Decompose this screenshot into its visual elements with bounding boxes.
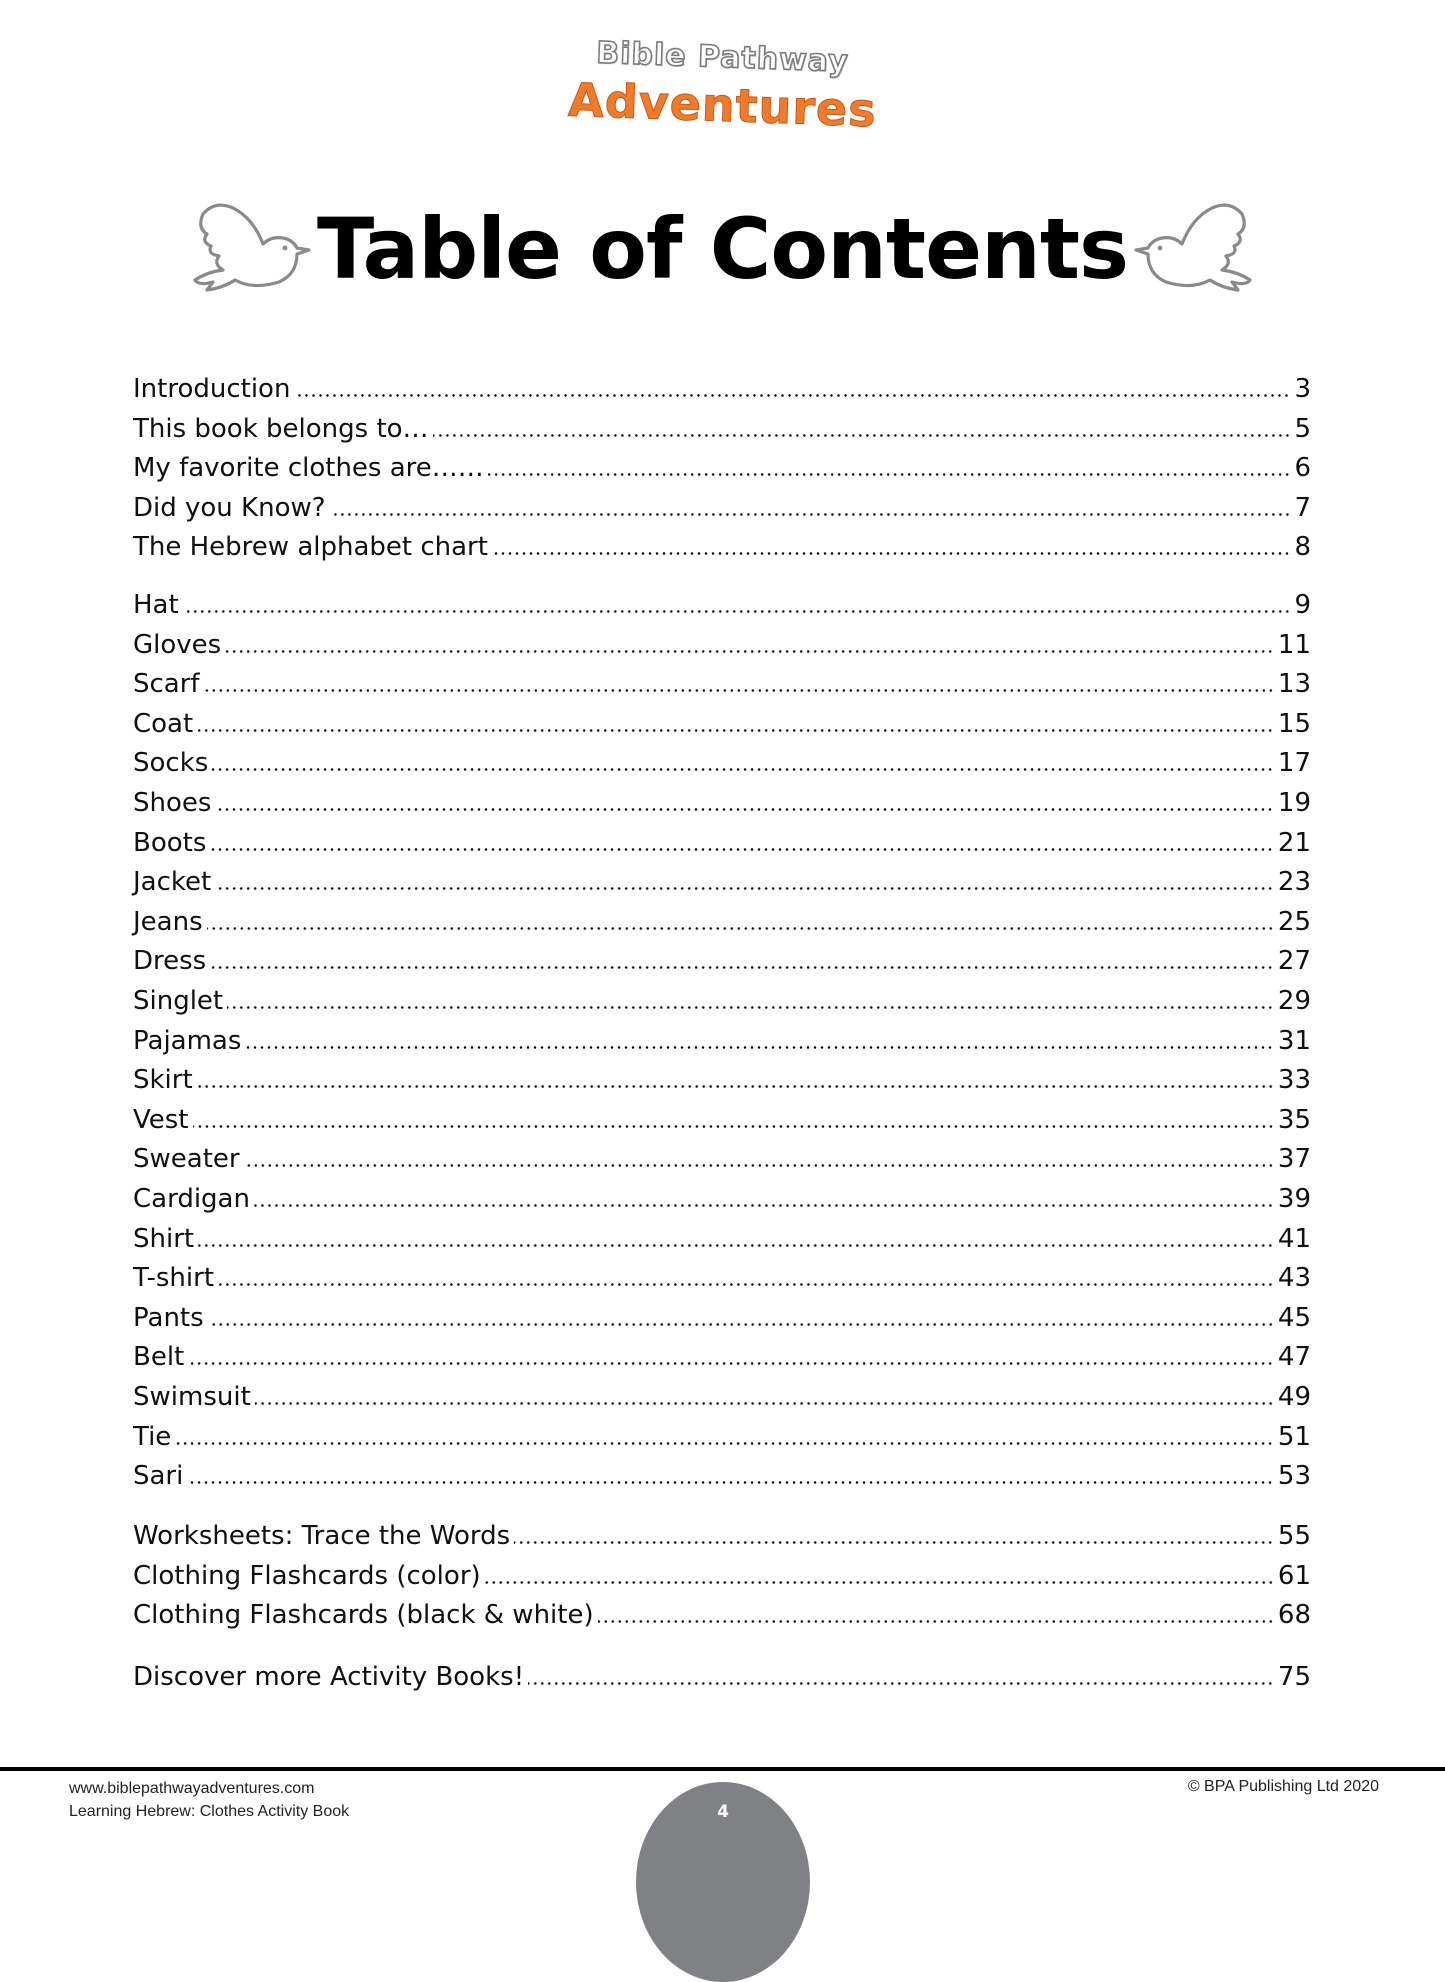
toc-entry-label: Shoes [133,788,212,818]
toc-entry-label: T-shirt [133,1263,215,1294]
dot-leader [215,887,1274,890]
toc-entry-label: Pajamas [133,1025,242,1056]
dot-leader [514,1541,1274,1544]
toc-entry-label: Belt [133,1342,185,1373]
toc-entry[interactable] [133,858,1311,898]
toc-entry-page: 68 [1277,1600,1311,1631]
toc-entry-page: 75 [1277,1662,1311,1692]
toc-entry-page: 9 [1294,590,1311,620]
dot-leader [188,1362,1274,1365]
dot-leader [218,1283,1274,1286]
dot-leader [598,1620,1274,1623]
logo-text-adventures: Adventures [567,72,878,138]
toc-entry[interactable] [133,444,1311,484]
toc-entry[interactable] [133,1413,1311,1453]
toc-entry-label: Jacket [133,867,212,898]
toc-entry-page: 5 [1294,413,1311,444]
toc-entry[interactable] [133,1017,1311,1057]
toc-entry[interactable] [133,1175,1311,1215]
toc-entry[interactable] [133,1254,1311,1294]
toc-entry[interactable] [133,621,1311,661]
toc-entry-label: Swimsuit [133,1382,251,1412]
toc-entry-label: Clothing Flashcards (color) [133,1560,481,1591]
toc-entry-page: 41 [1277,1223,1311,1254]
toc-entry-page: 27 [1277,946,1311,977]
dot-leader [528,1682,1274,1685]
toc-entry[interactable] [133,779,1311,819]
dot-leader [244,1164,1274,1167]
toc-entry[interactable] [133,1333,1311,1373]
dot-leader [254,1204,1274,1207]
dot-leader [210,848,1274,851]
toc-entry[interactable] [133,1512,1311,1552]
toc-entry[interactable] [133,1215,1311,1255]
toc-entry-page: 25 [1277,906,1311,937]
dot-leader [492,552,1291,555]
toc-entry[interactable] [133,484,1311,524]
dot-leader [198,1244,1274,1247]
toc-entry-label: Coat [133,708,194,739]
dot-leader [225,650,1274,653]
toc-entry-page: 49 [1277,1382,1311,1412]
toc-entry-page: 19 [1277,788,1311,818]
toc-entry-page: 13 [1277,669,1311,700]
toc-entry[interactable] [133,977,1311,1017]
toc-entry-page: 55 [1277,1521,1311,1551]
toc-entry[interactable] [133,1373,1311,1413]
toc-entry-page: 39 [1277,1184,1311,1214]
toc-entry-page: 15 [1277,708,1311,739]
dot-leader [193,1125,1274,1128]
toc-entry-page: 3 [1294,374,1311,404]
dot-leader [294,394,1290,397]
toc-entry-label: Skirt [133,1065,193,1096]
toc-entry-label: Sweater [133,1144,240,1175]
toc-entry-label: Vest [133,1104,189,1135]
toc-entry-label: Tie [133,1421,172,1452]
toc-entry[interactable] [133,1135,1311,1175]
toc-entry-page: 7 [1294,492,1311,523]
toc-entry[interactable] [133,1096,1311,1136]
toc-entry-page: 33 [1277,1065,1311,1096]
toc-entry-label: Scarf [133,669,200,700]
toc-entry-page: 31 [1277,1025,1311,1056]
toc-entry-label: Gloves [133,629,222,660]
dot-leader [204,689,1274,692]
toc-entry[interactable] [133,700,1311,740]
toc-entry-label: Worksheets: Trace the Words [133,1521,511,1551]
toc-entry-page: 21 [1277,827,1311,858]
dot-leader [175,1442,1274,1445]
dot-leader [183,610,1291,613]
dot-leader [433,434,1291,437]
toc-entry-label: This book belongs to… [133,413,429,444]
dot-leader [330,513,1291,516]
toc-entry-label: My favorite clothes are…… [133,453,484,484]
dot-leader [197,729,1274,732]
title-row [0,190,1445,300]
dot-leader [227,1006,1274,1009]
toc-entry-label: Hat [133,590,179,620]
toc-entry-page: 43 [1277,1263,1311,1294]
toc-entry[interactable] [133,898,1311,938]
page-number: 4 [717,1802,729,1822]
dot-leader [485,1581,1274,1584]
toc-entry[interactable] [133,1552,1311,1592]
toc-entry-page: 35 [1277,1104,1311,1135]
toc-entry-page: 37 [1277,1144,1311,1175]
page-title: Table of Contents [316,200,1129,298]
toc-entry-page: 61 [1277,1560,1311,1591]
toc-entry-label: Dress [133,946,207,977]
logo-text-bible-pathway: Bible Pathway [595,35,850,80]
toc-entry[interactable] [133,739,1311,779]
toc-entry[interactable] [133,819,1311,859]
toc-entry-label: Clothing Flashcards (black & white) [133,1600,594,1631]
toc-entry-page: 51 [1277,1421,1311,1452]
toc-entry-page: 53 [1277,1461,1311,1492]
toc-entry-label: The Hebrew alphabet chart [133,532,488,563]
footer-book-title: Learning Hebrew: Clothes Activity Book [69,1803,350,1820]
toc-entry[interactable] [133,1591,1311,1631]
toc-entry-label: Pants [133,1302,204,1333]
page-number-badge [636,1782,810,1982]
dove-icon [1132,194,1252,294]
toc-entry-page: 47 [1277,1342,1311,1373]
dot-leader [187,1481,1274,1484]
toc-entry-label: Shirt [133,1223,195,1254]
toc-entry-page: 11 [1277,629,1311,660]
toc-entry-page: 17 [1277,748,1311,779]
toc-entry[interactable] [133,1452,1311,1492]
dot-leader [245,1046,1274,1049]
toc-entry-page: 6 [1294,453,1311,484]
dot-leader [255,1402,1274,1405]
toc-entry-label: Cardigan [133,1184,250,1214]
toc-entry-label: Singlet [133,986,224,1016]
toc-entry[interactable] [133,523,1311,563]
toc-entry[interactable] [133,581,1311,621]
dot-leader [207,927,1274,930]
dot-leader [210,966,1274,969]
toc-entry[interactable] [133,1294,1311,1334]
toc-entry-label: Sari [133,1461,184,1492]
toc-entry-page: 8 [1294,532,1311,563]
toc-entry-page: 45 [1277,1302,1311,1333]
toc-entry-label: Jeans [133,906,203,937]
footer-copyright: © BPA Publishing Ltd 2020 [1187,1778,1379,1795]
toc-entry-label: Did you Know? [133,492,326,523]
dot-leader [212,768,1274,771]
toc-entry[interactable] [133,937,1311,977]
toc-entry[interactable] [133,405,1311,445]
toc-entry-page: 23 [1277,867,1311,898]
dot-leader [215,808,1273,811]
toc-entry-label: Introduction [133,374,291,404]
toc-entry-label: Socks [133,748,209,779]
dot-leader [488,473,1291,476]
footer-website[interactable]: www.biblepathwayadventures.com [69,1780,315,1797]
toc-entry-label: Discover more Activity Books! [133,1662,525,1692]
toc-entry-label: Boots [133,827,207,858]
toc-entry[interactable] [133,1653,1311,1693]
footer-info [69,1777,349,1823]
toc-entry[interactable] [133,660,1311,700]
toc-entry[interactable] [133,365,1311,405]
toc-entry[interactable] [133,1056,1311,1096]
dot-leader [197,1085,1274,1088]
toc-entry-page: 29 [1277,986,1311,1016]
dot-leader [208,1323,1274,1326]
footer-divider [0,1767,1445,1771]
